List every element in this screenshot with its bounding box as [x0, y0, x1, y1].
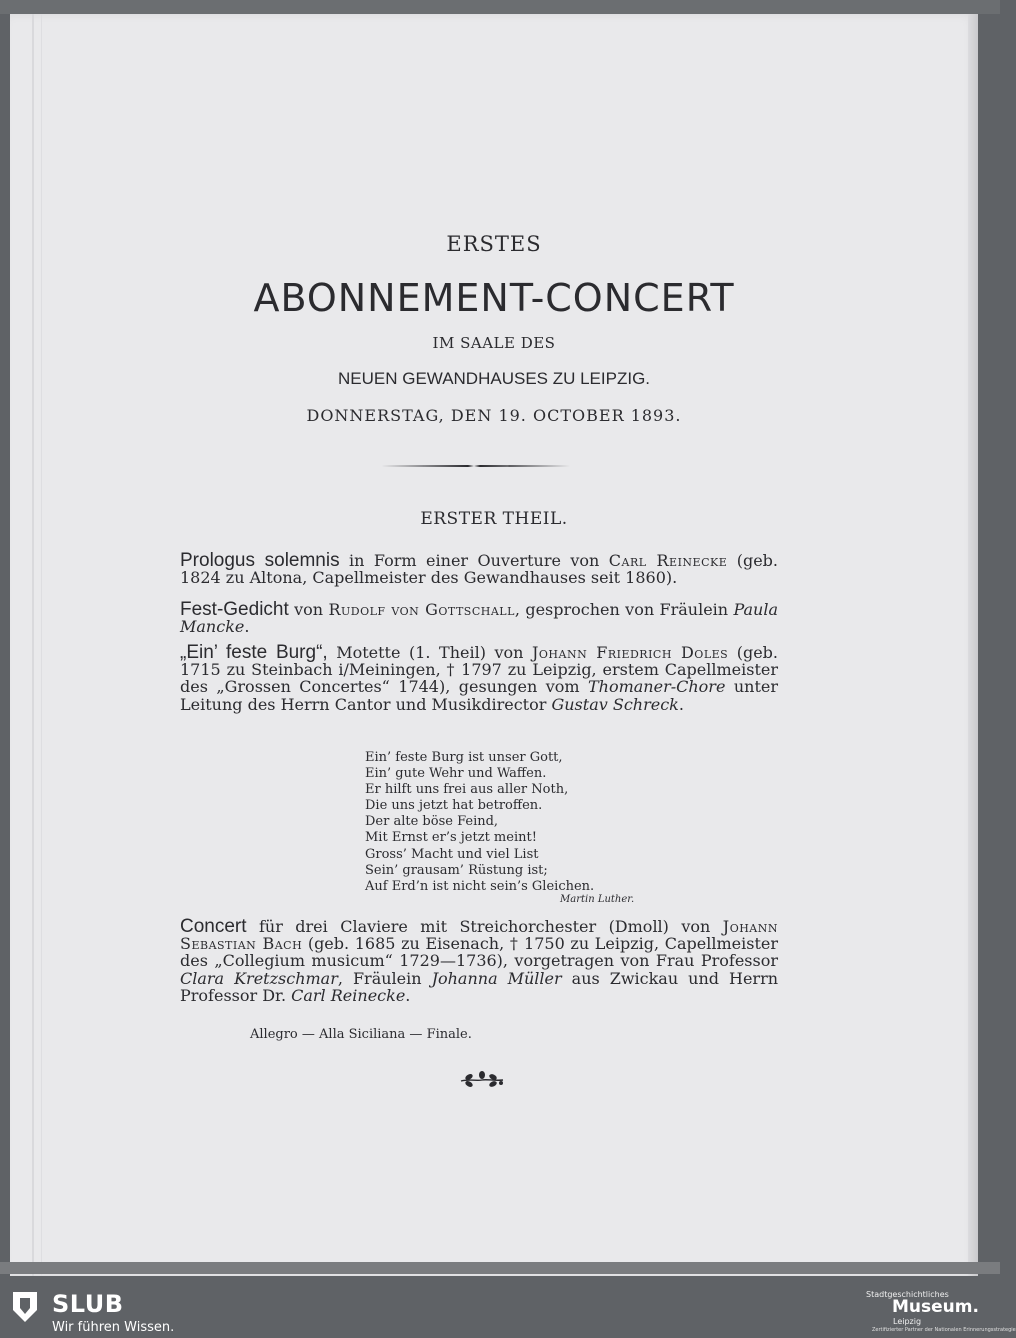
- entry-title: Fest-Gedicht: [180, 599, 289, 620]
- scan-border-bottom: [0, 1262, 1000, 1274]
- entry-composer: Johann Friedrich Doles: [531, 643, 729, 662]
- verse-line: Ein’ feste Burg ist unser Gott,: [365, 750, 563, 765]
- page-fold-line: [32, 14, 34, 1276]
- entry-text: aus Zwickau und Herrn Professor Dr.: [180, 968, 779, 1005]
- entry-text: , gesprochen von Fräulein: [514, 600, 734, 619]
- entry-title: Prologus solemnis: [180, 550, 340, 571]
- verse-line: Auf Erd’n ist nicht sein’s Gleichen.: [365, 878, 595, 894]
- entry-director: Gustav Schreck: [551, 694, 679, 714]
- entry-performer: Carl Reinecke: [291, 985, 406, 1005]
- verse-line: Er hilft uns frei aus aller Noth,: [365, 782, 569, 798]
- entry-author: Rudolf von Gottschall: [328, 600, 515, 619]
- entry-text: von: [288, 600, 329, 619]
- entry-text: .: [405, 985, 411, 1005]
- entry-composer: Carl Reinecke: [608, 551, 728, 570]
- verse-author: Martin Luther.: [560, 894, 635, 905]
- entry-title: „Ein’ feste Burg“,: [180, 642, 328, 663]
- page-right-edge: [968, 14, 978, 1276]
- entry-text: (geb. 1824 zu Altona, Capellmeister des Gewandhauses seit 1860).: [180, 551, 778, 588]
- floral-ornament-icon: [457, 1069, 507, 1091]
- verse-line: Die uns jetzt hat betroffen.: [365, 798, 543, 814]
- program-entry-prologus: [180, 552, 778, 586]
- entry-composer: Johann Sebastian Bach: [180, 917, 778, 954]
- program-entry-motette: [180, 644, 778, 713]
- page-fold-line-secondary: [41, 14, 42, 1276]
- entry-performer: Clara Kretzschmar: [180, 968, 338, 988]
- program-kicker: ERSTES: [446, 232, 542, 256]
- concert-movements: Allegro — Alla Siciliana — Finale.: [250, 1027, 472, 1042]
- entry-text: unter Leitung des Herrn Cantor und Musikdirector: [180, 677, 778, 714]
- slub-logo-text: SLUB: [52, 1290, 124, 1318]
- entry-performer: Johanna Müller: [431, 968, 562, 988]
- verse-line: Sein’ grausam’ Rüstung ist;: [365, 862, 548, 878]
- verse-line: Mit Ernst er’s jetzt meint!: [365, 830, 537, 846]
- entry-text: , Fräulein: [337, 968, 432, 988]
- museum-logo-city: Leipzig: [893, 1317, 922, 1326]
- venue-line-2: NEUEN GEWANDHAUSES ZU LEIPZIG.: [337, 369, 651, 388]
- concert-date: DONNERSTAG, DEN 19. OCTOBER 1893.: [306, 406, 682, 425]
- museum-certification: Zertifizierter Partner der Nationalen Erinnerungsstrategie: [872, 1327, 1016, 1333]
- program-title: ABONNEMENT-CONCERT: [253, 276, 735, 320]
- hymn-verse: [365, 750, 594, 895]
- ornamental-rule: [378, 463, 570, 469]
- entry-text: .: [244, 617, 250, 637]
- program-entry-concert: [180, 918, 778, 1004]
- part-heading: ERSTER THEIL.: [420, 509, 568, 529]
- entry-text: in Form einer Ouverture von: [339, 551, 609, 570]
- entry-text: (geb. 1685 zu Eisenach, † 1750 zu Leipzig, Capellmeister des „Collegium musicum“ 1729—1736), vorgetragen von Frau Professor: [180, 934, 778, 971]
- slub-tagline: Wir führen Wissen.: [52, 1320, 175, 1335]
- entry-title: Concert: [180, 916, 247, 937]
- entry-choir: Thomaner-Chore: [587, 677, 726, 697]
- entry-text: für drei Claviere mit Streichorchester (Dmoll) von: [246, 917, 723, 936]
- verse-line: Gross’ Macht und viel List: [365, 846, 539, 862]
- program-entry-fest-gedicht: [180, 601, 778, 635]
- verse-line: Der alte böse Feind,: [365, 814, 499, 830]
- museum-logo-pre: Stadtgeschichtliches: [866, 1290, 949, 1299]
- entry-text: .: [678, 694, 684, 714]
- entry-performer: Paula Mancke: [180, 600, 778, 637]
- museum-logo-text: Museum.: [892, 1297, 979, 1317]
- slub-logo-icon: [10, 1290, 40, 1324]
- verse-line: Ein’ gute Wehr und Waffen.: [365, 766, 547, 782]
- entry-text: (geb. 1715 zu Steinbach i/Meiningen, † 1797 zu Leipzig, erstem Capellmeister des „Grossen Concertes“ 1744), gesungen vom: [180, 643, 779, 697]
- entry-text: Motette (1. Theil) von: [327, 643, 532, 662]
- venue-line-1: IM SAALE DES: [432, 334, 556, 352]
- program-page: [10, 14, 978, 1276]
- scan-border-top: [0, 0, 1000, 14]
